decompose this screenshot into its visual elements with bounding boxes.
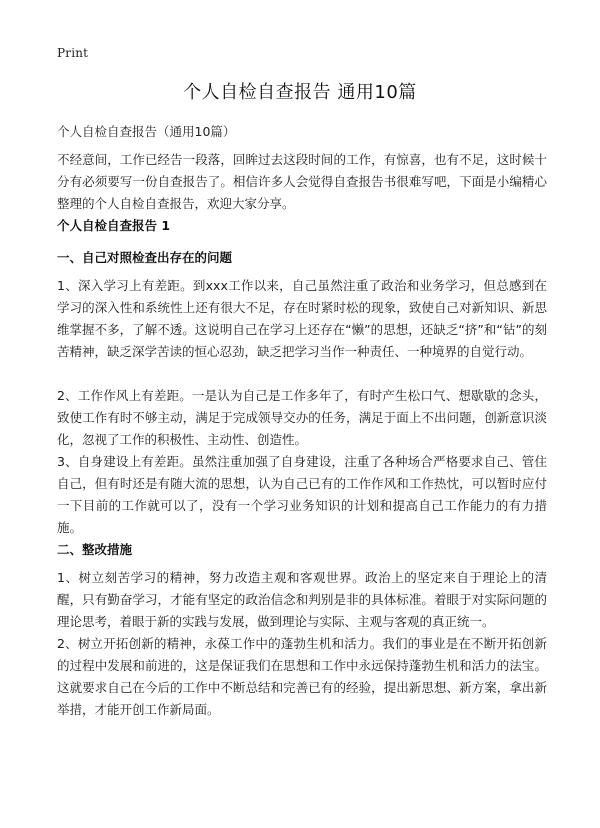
paragraph-study-gap: 1、深入学习上有差距。到xxx工作以来，自己虽然注重了政治和业务学习，但总感到在学习的深入性和系统性上还有很大不足，存在时紧时松的现象，致使自己对新知识、新思维掌握不多，了解不透。这说明自己在学习上还存在“懒”的思想，还缺乏“挤”和“钻”的刻苦精神，缺乏深学苦读的恒心忍劲，缺乏把学习当作一种责任、一种境界的自觉行动。 bbox=[57, 278, 547, 359]
section-title: 个人自检自查报告 1 bbox=[57, 218, 171, 233]
heading-problems: 一、自己对照检查出存在的问题 bbox=[57, 250, 233, 265]
paragraph-work-style-gap: 2、工作作风上有差距。一是认为自己是工作多年了，有时产生松口气、想歇歇的念头，致使工作有时不够主动，满足于完成领导交办的任务，满足于面上不出问题，创新意识淡化，忽视了工作的积极性、主动性、创造性。 bbox=[57, 388, 547, 447]
print-label: Print bbox=[57, 46, 89, 60]
paragraph-self-building-gap: 3、自身建设上有差距。虽然注重加强了自身建设，注重了各种场合严格要求自己、管住自己，但有时还是有随大流的思想，认为自己已有的工作作风和工作热忱，可以暂时应付一下目前的工作就可以了，没有一个学习业务知识的计划和提高自己工作能力的有力措施。 bbox=[57, 454, 547, 535]
intro-paragraph: 不经意间，工作已经告一段落，回眸过去这段时间的工作，有惊喜，也有不足，这时候十分有必须要写一份自查报告了。相信许多人会觉得自查报告书很难写吧，下面是小编精心整理的个人自检自查报告，欢迎大家分享。 bbox=[57, 152, 547, 211]
document-subtitle: 个人自检自查报告（通用10篇） bbox=[57, 124, 236, 139]
heading-measures: 二、整改措施 bbox=[57, 542, 133, 557]
paragraph-innovation-spirit: 2、树立开拓创新的精神，永葆工作中的蓬勃生机和活力。我们的事业是在不断开拓创新的过程中发展和前进的，这是保证我们在思想和工作中永远保持蓬勃生机和活力的法宝。这就要求自己在今后的工作中不断总结和完善已有的经验，提出新思想、新方案，拿出新举措，才能开创工作新局面。 bbox=[57, 636, 547, 717]
paragraph-study-spirit: 1、树立刻苦学习的精神，努力改造主观和客观世界。政治上的坚定来自于理论上的清醒，只有勤奋学习，才能有坚定的政治信念和判别是非的具体标准。着眼于对实际问题的理论思考，着眼于新的实践与发展，做到理论与实际、主观与客观的真正统一。 bbox=[57, 570, 547, 629]
page-title: 个人自检自查报告 通用10篇 bbox=[183, 82, 417, 103]
